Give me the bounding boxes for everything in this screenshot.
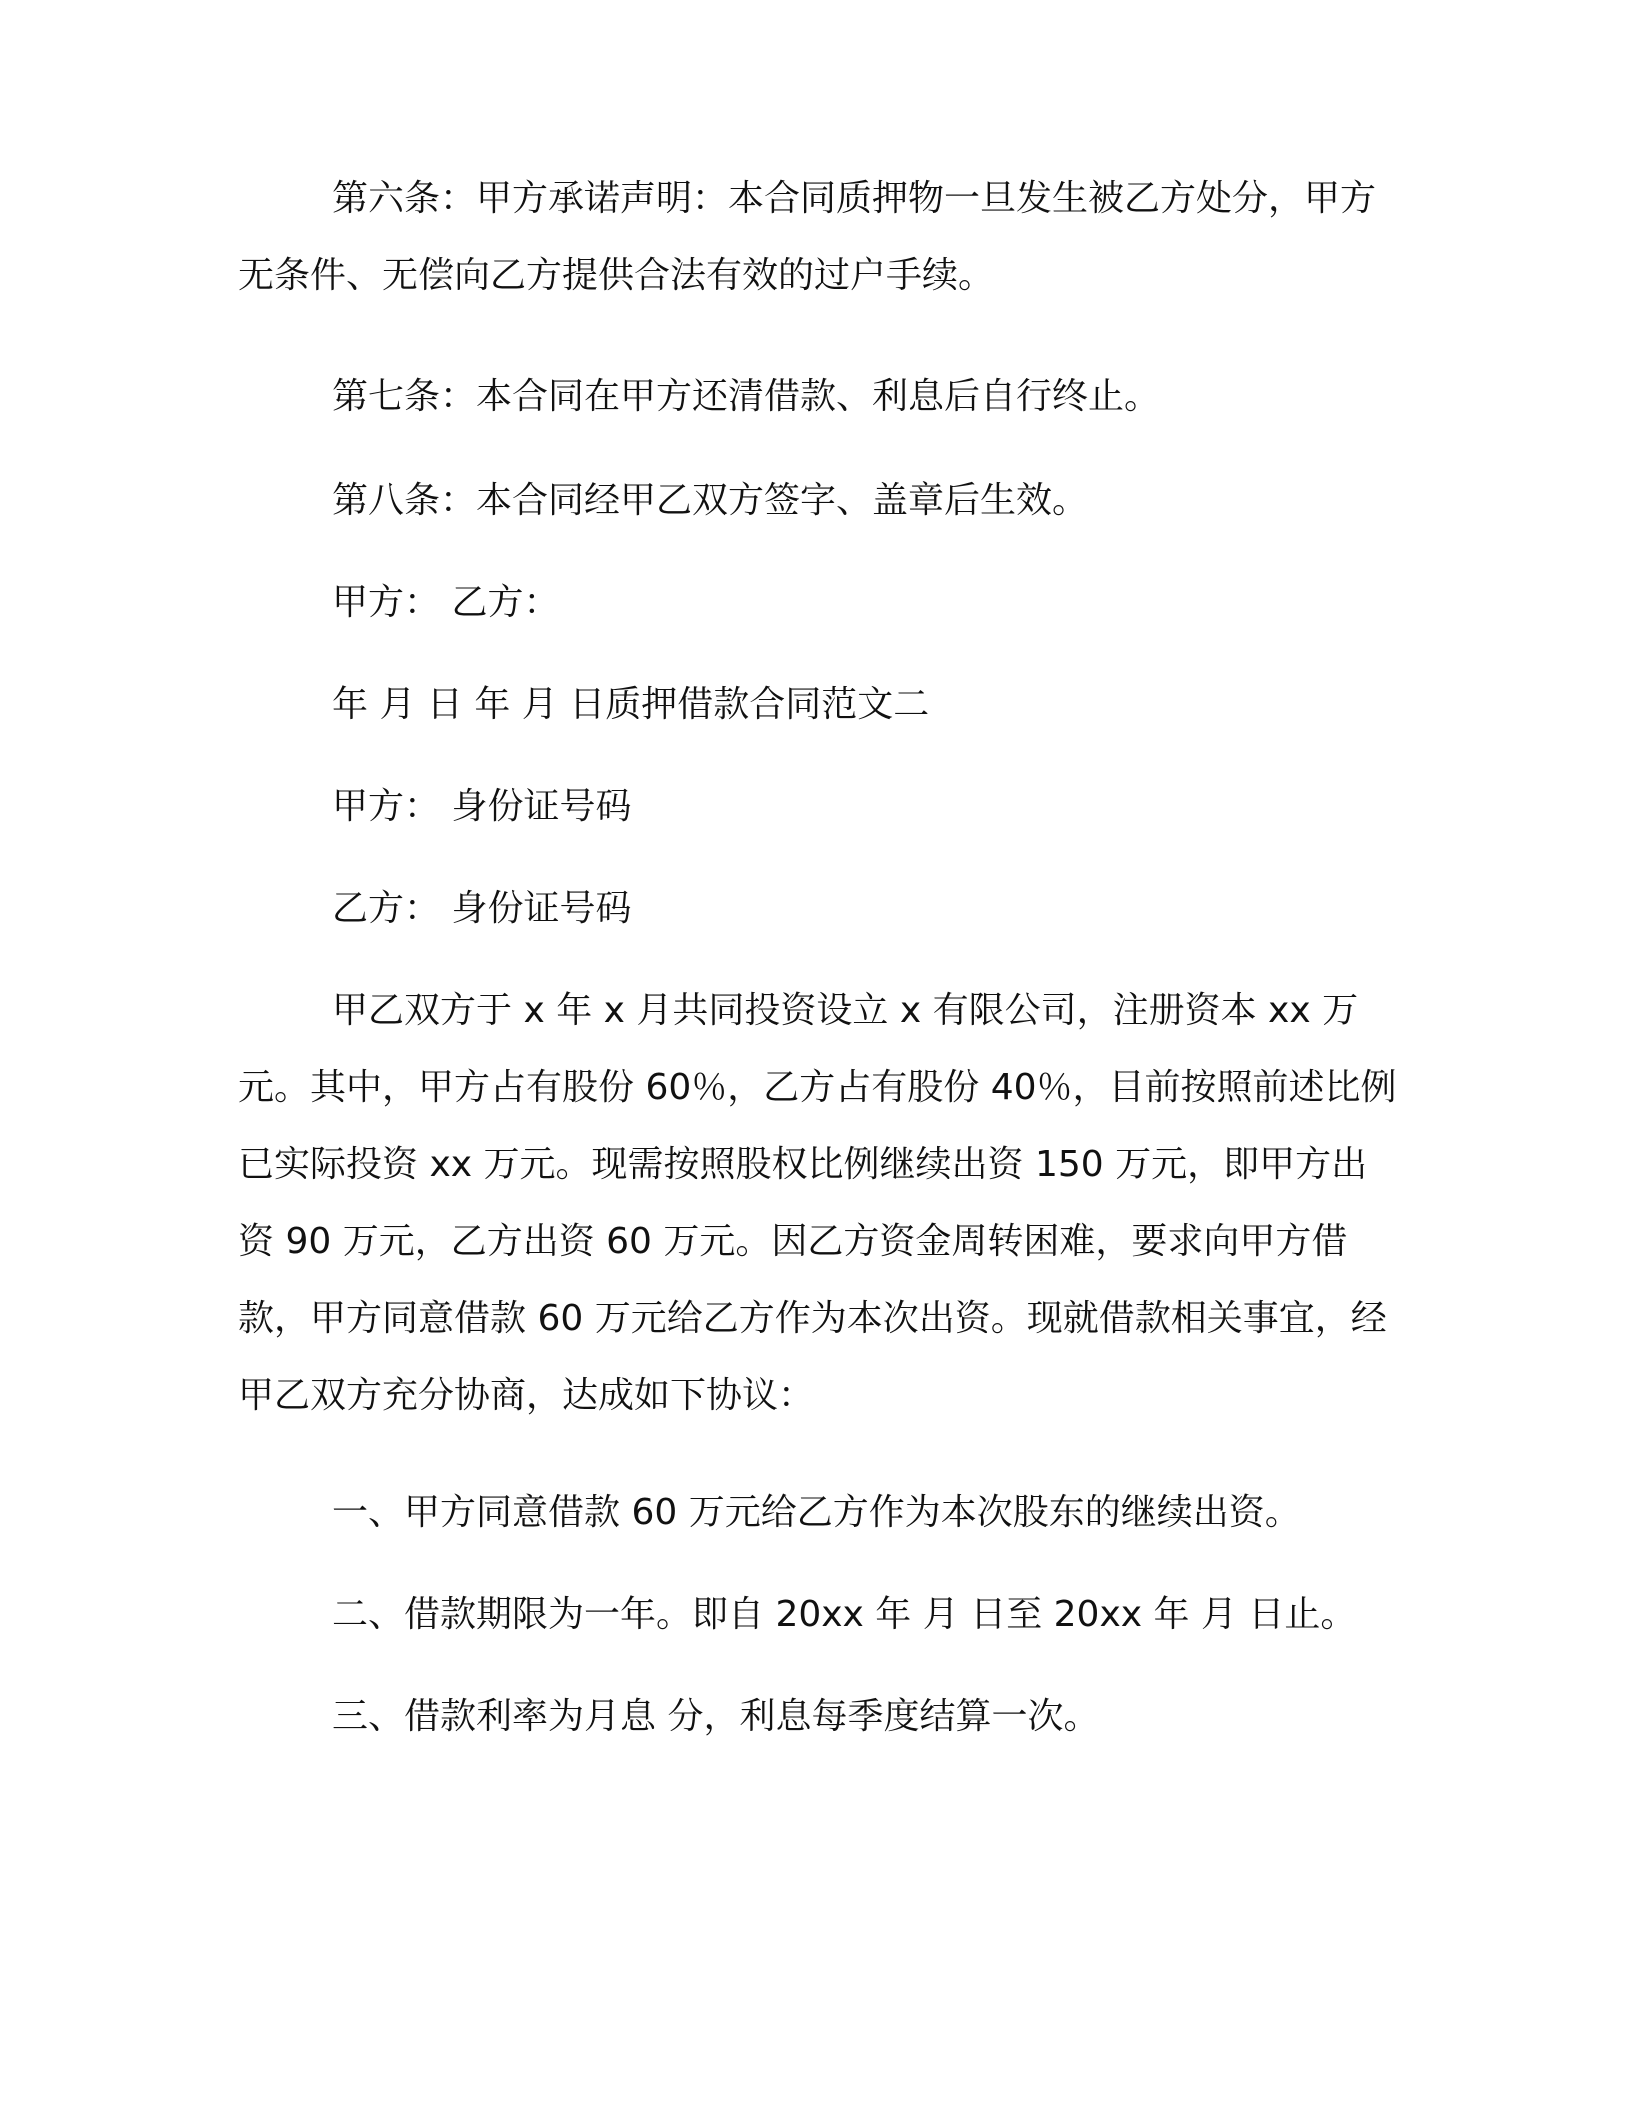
clause-6: 第六条：甲方承诺声明：本合同质押物一旦发生被乙方处分，甲方无条件、无偿向乙方提供合法有效的过户手续。 bbox=[238, 178, 1377, 296]
agreement-preamble: 甲乙双方于 x 年 x 月共同投资设立 x 有限公司，注册资本 xx 万元。其中，甲方占有股份 60％，乙方占有股份 40％，目前按照前述比例已实际投资 xx 万元。现需按照股权比例继续出资 150 万元，即甲方出资 90 万元，乙方出资 60 万元。因乙方资金周转困难，要求向甲方借款，甲方同意借款 60 万元给乙方作为本次出资。现就借款相关事宜，经甲乙双方充分协商，达成如下协议： bbox=[238, 990, 1397, 1416]
article-2: 二、借款期限为一年。即自 20xx 年 月 日至 20xx 年 月 日止。 bbox=[332, 1594, 1357, 1635]
party-a-id: 甲方： 身份证号码 bbox=[332, 786, 632, 827]
clause-8: 第八条：本合同经甲乙双方签字、盖章后生效。 bbox=[332, 480, 1089, 521]
article-3: 三、借款利率为月息 分，利息每季度结算一次。 bbox=[332, 1696, 1100, 1737]
date-and-title: 年 月 日 年 月 日质押借款合同范文二 bbox=[332, 684, 930, 725]
party-b-id: 乙方： 身份证号码 bbox=[332, 888, 632, 929]
signature-parties: 甲方： 乙方： bbox=[332, 582, 560, 623]
clause-7: 第七条：本合同在甲方还清借款、利息后自行终止。 bbox=[332, 376, 1161, 417]
article-1: 一、甲方同意借款 60 万元给乙方作为本次股东的继续出资。 bbox=[332, 1492, 1301, 1533]
